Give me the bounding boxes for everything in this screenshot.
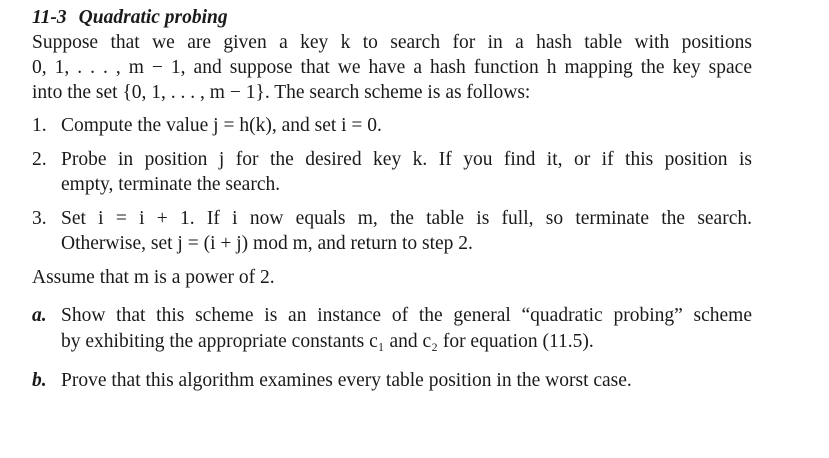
part-line: Show that this scheme is an instance of the general “quadratic probing” scheme bbox=[61, 305, 752, 326]
step-marker: 3. bbox=[32, 208, 47, 229]
step-line: Otherwise, set j = (i + j) mod m, and return to step 2. bbox=[61, 233, 473, 254]
part-marker: b. bbox=[32, 370, 47, 391]
intro-line: into the set {0, 1, . . . , m − 1}. The search scheme is as follows: bbox=[32, 82, 531, 103]
search-step-2 bbox=[32, 147, 752, 197]
intro-paragraph bbox=[32, 30, 752, 105]
step-line: empty, terminate the search. bbox=[61, 174, 281, 195]
part-b bbox=[32, 368, 752, 394]
step-line: Probe in position j for the desired key k. If you find it, or if this position is bbox=[61, 149, 752, 170]
step-marker: 2. bbox=[32, 149, 47, 170]
problem-heading bbox=[32, 6, 752, 30]
part-a bbox=[32, 303, 752, 355]
step-marker: 1. bbox=[32, 115, 47, 136]
part-marker: a. bbox=[32, 305, 47, 326]
search-step-3 bbox=[32, 206, 752, 256]
assumption: Assume that m is a power of 2. bbox=[32, 267, 275, 288]
step-line: Compute the value j = h(k), and set i = 0. bbox=[61, 115, 382, 136]
problem-statement bbox=[32, 6, 752, 407]
problem-number: 11-3 bbox=[32, 7, 67, 28]
part-line: Prove that this algorithm examines every table position in the worst case. bbox=[61, 370, 632, 391]
part-line: by exhibiting the appropriate constants c₁ and c₂ for equation (11.5). bbox=[61, 331, 594, 352]
intro-line: Suppose that we are given a key k to search for in a hash table with positions bbox=[32, 32, 752, 53]
step-line: Set i = i + 1. If i now equals m, the table is full, so terminate the search. bbox=[61, 208, 752, 229]
problem-title: Quadratic probing bbox=[78, 7, 228, 28]
search-step-1 bbox=[32, 113, 752, 138]
search-steps-list bbox=[32, 113, 752, 256]
intro-line: 0, 1, . . . , m − 1, and suppose that we have a hash function h mapping the key space bbox=[32, 57, 752, 78]
